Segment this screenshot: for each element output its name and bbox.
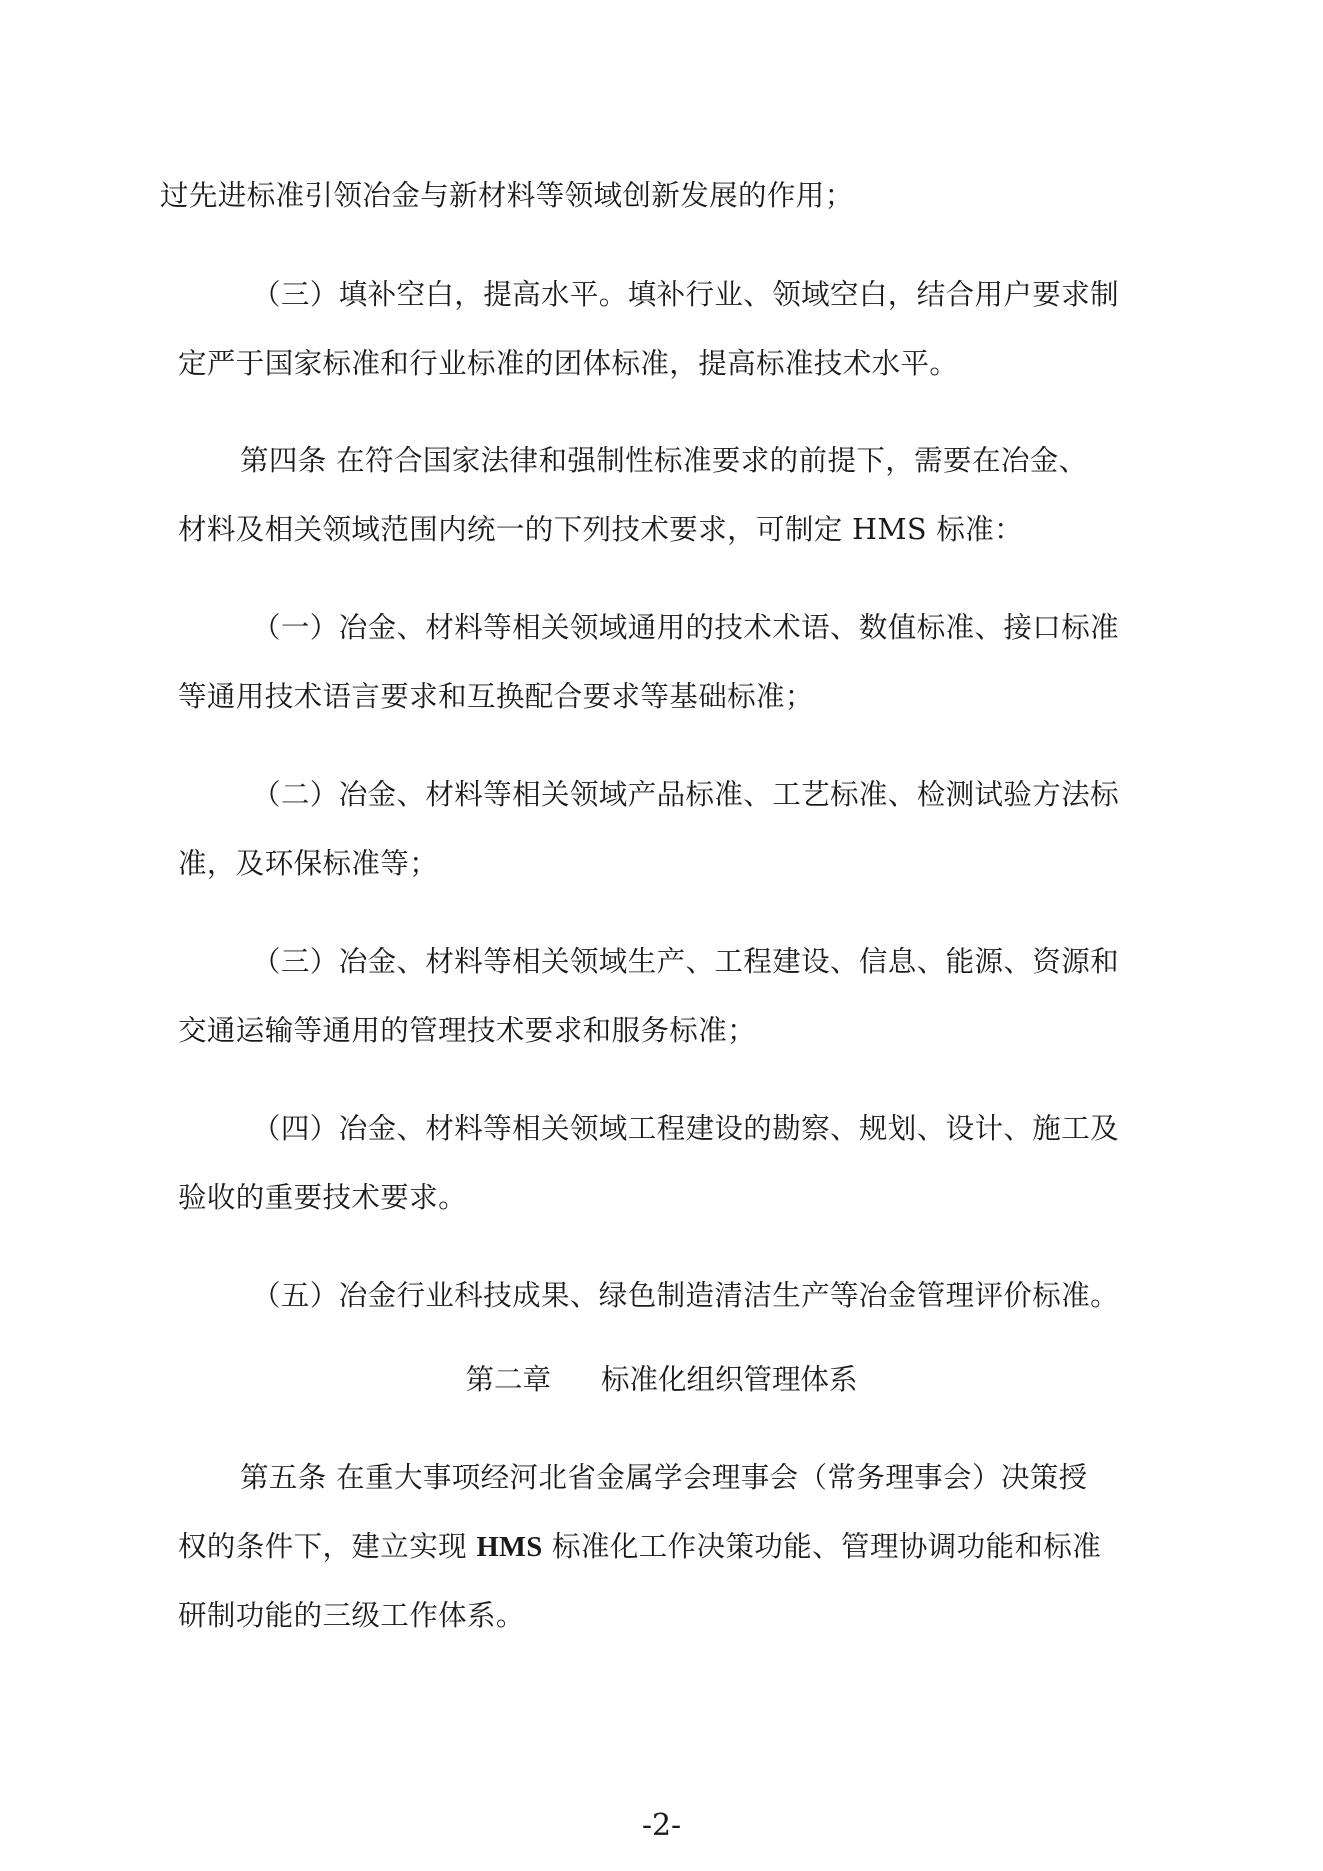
item-2-line-1: （二）冶金、材料等相关领域产品标准、工艺标准、检测试验方法标 xyxy=(252,778,1120,811)
item-1-line-2: 等通用技术语言要求和互换配合要求等基础标准； xyxy=(178,680,814,713)
chapter-heading xyxy=(0,1360,1323,1400)
paragraph-fill-gap-line-1: （三）填补空白，提高水平。填补行业、领域空白，结合用户要求制 xyxy=(252,278,1120,311)
paragraph-continuation-line-1: 过先进标准引领冶金与新材料等领域创新发展的作用； xyxy=(160,179,854,212)
article-5-line-3: 研制功能的三级工作体系。 xyxy=(178,1599,525,1632)
article-5-line-1: 第五条 在重大事项经河北省金属学会理事会（常务理事会）决策授 xyxy=(240,1461,1088,1494)
paragraph-fill-gap-line-2: 定严于国家标准和行业标准的团体标准，提高标准技术水平。 xyxy=(178,347,959,380)
article-5-line-2-after: 标准化工作决策功能、管理协调功能和标准 xyxy=(542,1530,1102,1563)
item-3-line-1: （三）冶金、材料等相关领域生产、工程建设、信息、能源、资源和 xyxy=(252,945,1120,978)
page-number: -2- xyxy=(641,1808,682,1843)
item-2-line-2: 准，及环保标准等； xyxy=(178,847,439,880)
article-5-line-2-before: 权的条件下，建立实现 xyxy=(178,1530,477,1563)
article-4-line-2: 材料及相关领域范围内统一的下列技术要求，可制定 HMS 标准： xyxy=(178,513,1024,546)
hms-bold-term: HMS xyxy=(476,1532,543,1563)
item-4-line-1: （四）冶金、材料等相关领域工程建设的勘察、规划、设计、施工及 xyxy=(252,1112,1120,1145)
item-5-line-1: （五）冶金行业科技成果、绿色制造清洁生产等冶金管理评价标准。 xyxy=(252,1279,1120,1312)
chapter-title: 标准化组织管理体系 xyxy=(601,1363,858,1396)
chapter-number: 第二章 xyxy=(465,1363,551,1396)
item-3-line-2: 交通运输等通用的管理技术要求和服务标准； xyxy=(178,1014,757,1047)
article-4-line-1: 第四条 在符合国家法律和强制性标准要求的前提下，需要在冶金、 xyxy=(240,444,1088,477)
article-5-line-2 xyxy=(178,1527,1101,1568)
item-4-line-2: 验收的重要技术要求。 xyxy=(178,1181,468,1214)
item-1-line-1: （一）冶金、材料等相关领域通用的技术术语、数值标准、接口标准 xyxy=(252,611,1120,644)
